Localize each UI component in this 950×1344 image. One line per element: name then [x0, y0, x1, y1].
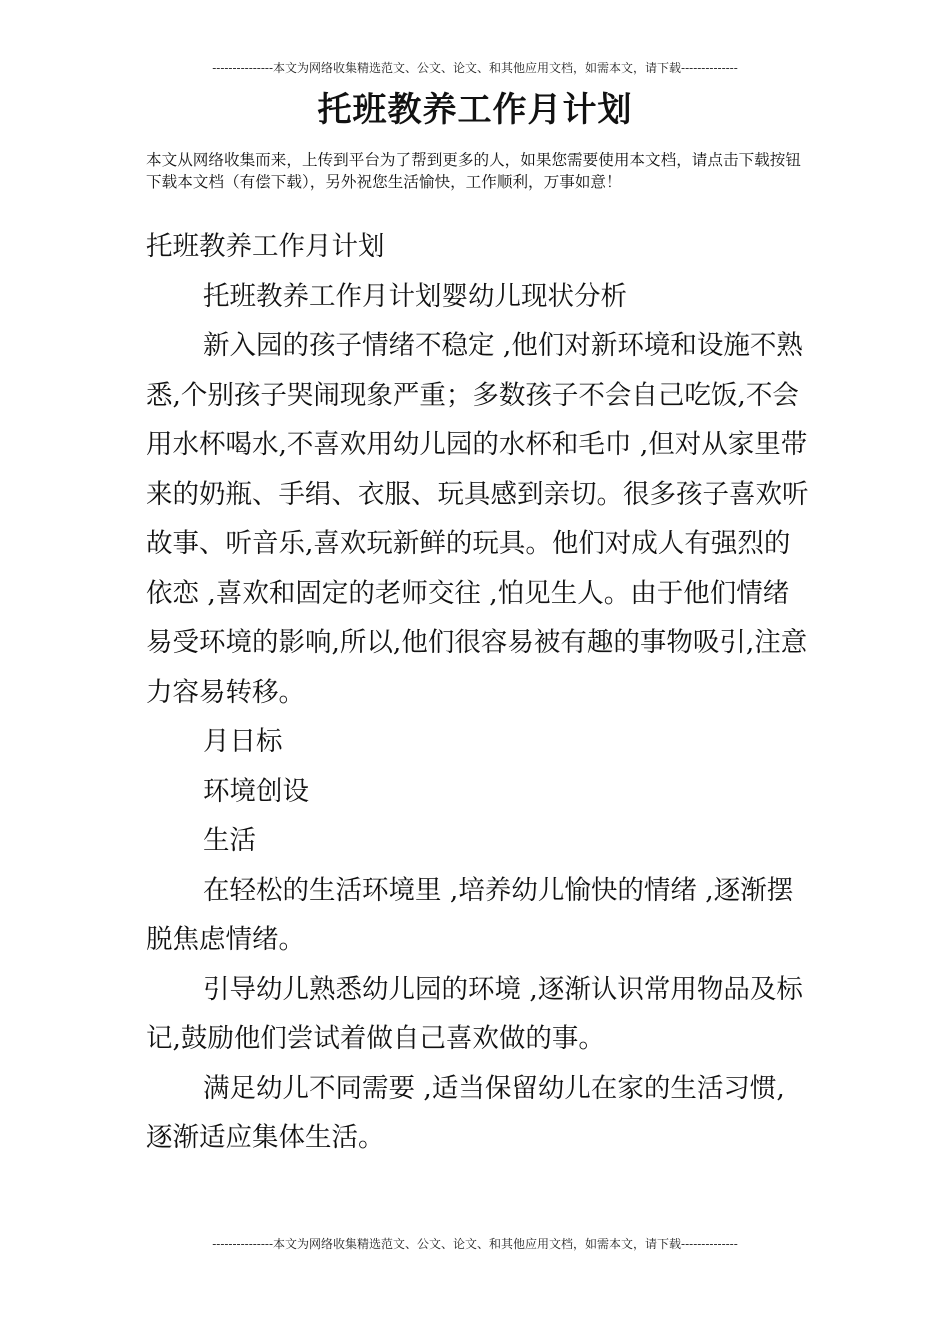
header-banner: ---------------本文为网络收集精选范文、公文、论文、和其他应用文档，如需本文，请下载--------------: [212, 61, 738, 75]
section-heading: 托班教养工作月计划婴幼儿现状分析: [203, 280, 627, 312]
subheading-monthly-goals: 月日标: [203, 726, 283, 757]
download-notice: 本文从网络收集而来，上传到平台为了帮到更多的人，如果您需要使用本文档，请点击下载按钮下载本文档（有偿下载），另外祝您生活愉快，工作顺利，万事如意！: [146, 151, 801, 191]
subheading-environment: 环境创设: [203, 775, 309, 807]
body-paragraph: 新入园的孩子情绪不稳定 ,他们对新环境和设施不熟悉,个别孩子哭闹现象严重；多数孩子不会自己吃饭,不会用水杯喝水,不喜欢用幼儿园的水杯和毛巾 ,但对从家里带来的奶瓶、手绢、衣服、玩具感到亲切。很多孩子喜欢听故事、听音乐,喜欢玩新鲜的玩具。他们对成人有强烈的依恋 ,喜欢和固定的老师交往 ,怕见生人。由于他们情绪易受环境的影响,所以,他们很容易被有趣的事物吸引,注意力容易转移。: [146, 330, 809, 708]
subheading-life: 生活: [203, 825, 256, 856]
body-paragraph: 在轻松的生活环境里 ,培养幼儿愉快的情绪 ,逐渐摆脱焦虑情绪。: [146, 874, 794, 955]
body-heading: 托班教养工作月计划: [146, 231, 385, 262]
document-title: 托班教养工作月计划: [317, 90, 633, 130]
document-body: [146, 222, 810, 1163]
body-paragraph: 满足幼儿不同需要 ,适当保留幼儿在家的生活习惯,逐渐适应集体生活。: [146, 1072, 785, 1153]
body-paragraph: 引导幼儿熟悉幼儿园的环境 ,逐渐认识常用物品及标记,鼓励他们尝试着做自己喜欢做的事。: [146, 973, 803, 1054]
footer-banner: ---------------本文为网络收集精选范文、公文、论文、和其他应用文档，如需本文，请下载--------------: [212, 1237, 738, 1251]
